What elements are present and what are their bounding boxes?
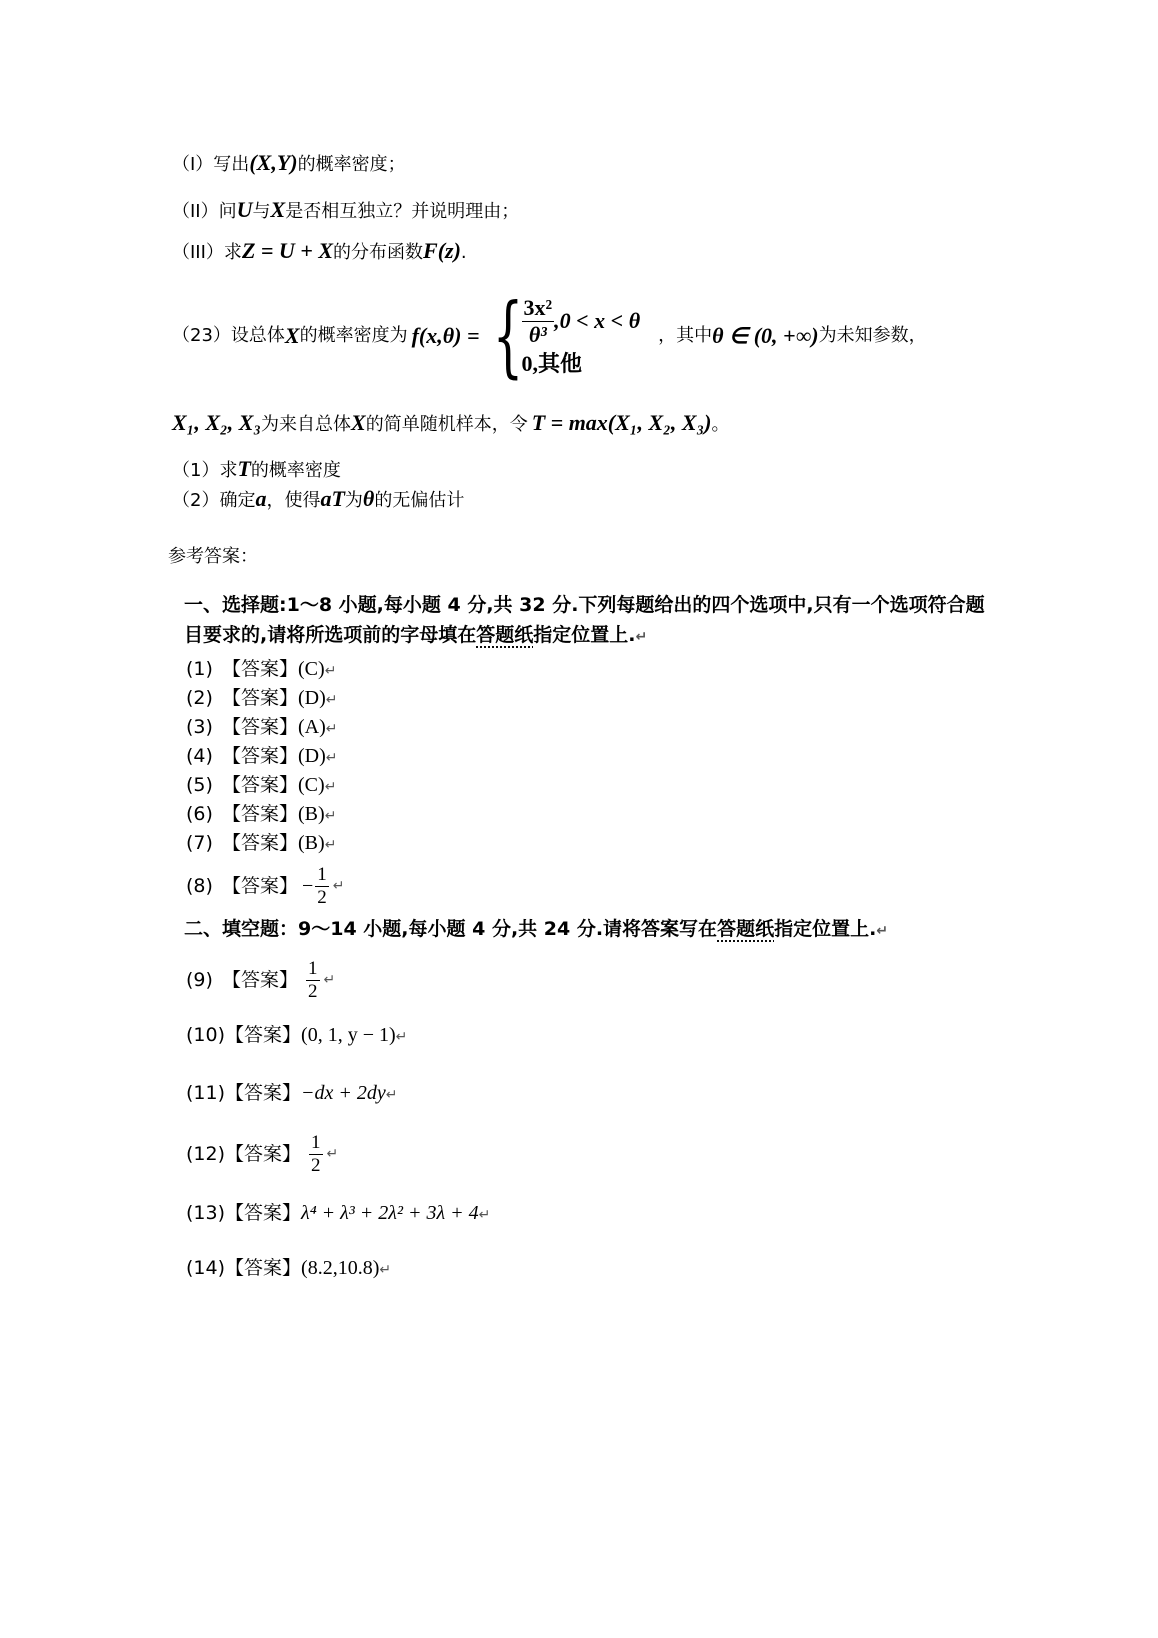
q23-sub2-theta: θ	[362, 486, 375, 511]
paragraph-mark: ↵	[876, 923, 889, 939]
q22-part1-suffix: 的概率密度；	[297, 154, 406, 175]
answer-label: 【答案】	[222, 745, 299, 767]
q22-part1	[172, 150, 406, 178]
answer-value: (B)	[298, 832, 325, 854]
q23-mid: 的概率密度为	[299, 325, 408, 346]
q23-x: X	[284, 323, 300, 348]
answer-label: 【答案】	[222, 716, 299, 738]
q22-part2-u: U	[236, 197, 253, 222]
case1-condition: ,0 < x < θ	[554, 308, 641, 333]
answer-index: (5)	[186, 774, 213, 796]
answer14-value: (8.2,10.8)	[301, 1257, 380, 1279]
answer-item	[186, 656, 336, 684]
answer-index: (3)	[186, 716, 213, 738]
case1-fraction	[522, 295, 555, 347]
q22-part3-math: Z = U + X	[241, 238, 334, 263]
answer-label: 【答案】	[222, 832, 299, 854]
q23-sub2	[172, 486, 464, 514]
answer-value: (D)	[298, 745, 326, 767]
q23-sub1-t: T	[237, 456, 251, 481]
answer-label: 【答案】	[222, 658, 299, 680]
answer-value: (D)	[298, 687, 326, 709]
piecewise-brace: {	[492, 284, 523, 387]
paragraph-mark: ↵	[324, 808, 337, 824]
piecewise-case2: 0,其他	[521, 350, 583, 376]
q23-sub2-mid: ，使得	[266, 490, 321, 511]
paragraph-mark: ↵	[379, 1262, 392, 1278]
case1-denominator: θ³	[528, 321, 547, 347]
q23-sub1	[172, 456, 341, 484]
q23-sub2-at: aT	[320, 486, 345, 511]
paragraph-mark: ↵	[385, 1087, 398, 1103]
answer-label: 【答案】	[222, 803, 299, 825]
answer-value: (C)	[298, 774, 325, 796]
paragraph-mark: ↵	[325, 750, 338, 766]
case1-numerator: 3x²	[523, 295, 553, 321]
q22-part3-fz: F(z)	[423, 238, 461, 263]
answer-label: 【答案】	[222, 875, 299, 897]
piecewise-cases	[522, 295, 641, 377]
answer-label: 【答案】	[222, 774, 299, 796]
answer-index: (6)	[186, 803, 213, 825]
paragraph-mark: ↵	[324, 779, 337, 795]
answer-label: 【答案】	[222, 687, 299, 709]
answer-index: (13)	[186, 1202, 226, 1224]
section2-a: 二、填空题：9～14 小题,每小题 4 分,共 24 分.请将答案写在	[184, 918, 718, 940]
answer-index: (9)	[186, 969, 213, 991]
answer13-value: λ⁴ + λ³ + 2λ² + 3λ + 4	[301, 1202, 479, 1224]
answer-index: (10)	[186, 1024, 226, 1046]
section1-line2-c: 指定位置上.	[533, 624, 636, 646]
fraction-numerator: 1	[317, 863, 327, 885]
q22-part1-math: (X,Y)	[249, 150, 298, 175]
answer-index: (11)	[186, 1082, 226, 1104]
q23-line2-c: 的简单随机样本，令	[365, 414, 528, 435]
answer-item	[186, 1255, 391, 1283]
answer-item	[186, 1128, 338, 1180]
fraction-denominator: 2	[311, 1154, 321, 1176]
paragraph-mark: ↵	[478, 1207, 491, 1223]
q22-part3-mid: 的分布函数	[333, 242, 424, 263]
q22-part3-suffix: .	[460, 242, 467, 263]
answer8-sign: −	[302, 875, 314, 897]
answer-label: 【答案】	[225, 1024, 302, 1046]
q23-theta-range: θ ∈ (0, +∞)	[712, 323, 819, 348]
q22-part3	[172, 238, 467, 266]
q22-part1-prefix: （I）写出	[172, 154, 250, 175]
paragraph-mark: ↵	[323, 972, 336, 988]
answer8-fraction	[315, 864, 329, 909]
paragraph-mark: ↵	[395, 1029, 408, 1045]
q23-tail-b: 为未知参数，	[818, 325, 927, 346]
answer11-value: −dx + 2dy	[301, 1082, 386, 1104]
fraction-numerator: 1	[311, 1131, 321, 1153]
q23-prefix: （23）设总体	[172, 325, 285, 346]
q22-part2	[172, 197, 519, 225]
q22-part2-suffix: 是否相互独立？并说明理由；	[285, 201, 520, 222]
answer-item	[186, 862, 345, 910]
answer9-fraction	[306, 958, 320, 1003]
ref-answers-title: 参考答案：	[168, 546, 258, 567]
answer-item	[186, 685, 338, 713]
answer-index: (1)	[186, 658, 213, 680]
q23-line2	[172, 410, 730, 438]
q22-part3-prefix: （III）求	[172, 242, 242, 263]
q23-fx: f(x,θ) =	[411, 323, 480, 348]
q23-sub2-prefix: （2）确定	[172, 490, 256, 511]
answer-label: 【答案】	[225, 1257, 302, 1279]
piecewise-case1	[522, 295, 641, 347]
answer12-fraction	[309, 1132, 323, 1177]
paragraph-mark: ↵	[325, 692, 338, 708]
answer-value: (B)	[298, 803, 325, 825]
q23-tail-a: ，其中	[658, 325, 713, 346]
paragraph-mark: ↵	[326, 1146, 339, 1162]
q22-part2-x: X	[270, 197, 286, 222]
answer-index: (2)	[186, 687, 213, 709]
q23-t-def: T = max(X₁, X₂, X₃)	[531, 410, 712, 435]
section2-heading	[184, 914, 888, 946]
q23-line1	[172, 286, 927, 386]
answer-item	[186, 830, 336, 858]
q23-line2-b: 为来自总体	[261, 414, 352, 435]
answer-item	[186, 772, 336, 800]
q23-sub2-mid2: 为	[344, 490, 363, 511]
section2-emphasis: 答题纸	[717, 918, 775, 940]
answer-item	[186, 1200, 490, 1228]
section1-line2-a: 目要求的,请将所选项前的字母填在	[184, 624, 477, 646]
fraction-denominator: 2	[308, 980, 318, 1002]
answer-label: 【答案】	[225, 1082, 302, 1104]
q23-sub2-a: a	[255, 486, 267, 511]
answer-label: 【答案】	[225, 1143, 302, 1165]
section2-c: 指定位置上.	[774, 918, 877, 940]
q23-sub1-prefix: （1）求	[172, 460, 238, 481]
fraction-numerator: 1	[308, 957, 318, 979]
answer-index: (8)	[186, 875, 213, 897]
section1-line2-emphasis: 答题纸	[476, 624, 534, 646]
q22-part2-prefix: （II）问	[172, 201, 237, 222]
q23-line2-end: 。	[711, 414, 730, 435]
answer-item	[186, 743, 338, 771]
answer-index: (12)	[186, 1143, 226, 1165]
answer-item	[186, 1022, 407, 1050]
q23-sub1-suffix: 的概率密度	[250, 460, 341, 481]
q23-sub2-suffix: 的无偏估计	[374, 490, 465, 511]
answer-value: (A)	[298, 716, 326, 738]
answer-value: (C)	[298, 658, 325, 680]
fraction-denominator: 2	[317, 886, 327, 908]
q23-line2-x: X	[351, 410, 366, 435]
answer-index: (7)	[186, 832, 213, 854]
paragraph-mark: ↵	[332, 878, 345, 894]
answer-item	[186, 714, 338, 742]
answer-index: (14)	[186, 1257, 226, 1279]
paragraph-mark: ↵	[324, 663, 337, 679]
paragraph-mark: ↵	[325, 721, 338, 737]
q22-part2-mid: 与	[252, 201, 271, 222]
paragraph-mark: ↵	[324, 837, 337, 853]
answer-item	[186, 1080, 398, 1108]
answer-item	[186, 801, 336, 829]
answer-item	[186, 954, 335, 1006]
answer-label: 【答案】	[225, 1202, 302, 1224]
answer-index: (4)	[186, 745, 213, 767]
q23-sample-vars: X₁, X₂, X₃	[172, 410, 262, 435]
answer10-value: (0, 1, y − 1)	[301, 1024, 396, 1046]
section1-heading-line2	[184, 620, 647, 652]
paragraph-mark: ↵	[635, 629, 648, 645]
answer-label: 【答案】	[222, 969, 299, 991]
section1-heading-line1: 一、选择题:1～8 小题,每小题 4 分,共 32 分.下列每题给出的四个选项中,只有一个选项符合题	[184, 594, 985, 616]
